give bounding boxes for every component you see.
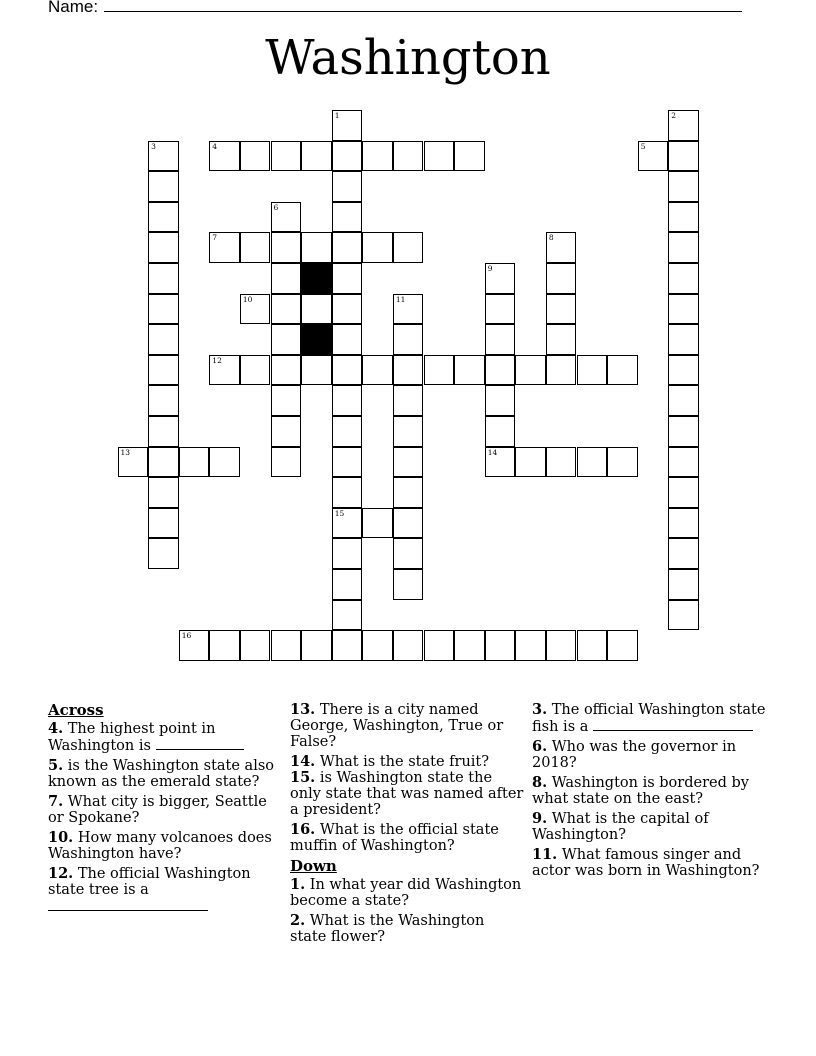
grid-cell-1[interactable] <box>332 110 363 141</box>
grid-cell[interactable] <box>668 569 699 600</box>
grid-cell[interactable] <box>546 630 577 661</box>
clue-number: 3 <box>151 141 156 151</box>
grid-cell[interactable] <box>148 477 179 508</box>
grid-cell[interactable] <box>148 355 179 386</box>
clue-number: 15 <box>334 508 345 518</box>
grid-cell[interactable] <box>332 171 363 202</box>
grid-cell[interactable] <box>393 538 424 569</box>
grid-cell[interactable] <box>485 324 516 355</box>
clue-number: 7 <box>212 233 218 243</box>
grid-cell[interactable] <box>271 294 302 325</box>
grid-cell[interactable] <box>332 202 363 233</box>
grid-cell[interactable] <box>301 141 332 172</box>
grid-cell[interactable] <box>515 355 546 386</box>
grid-cell[interactable] <box>362 355 393 386</box>
grid-cell[interactable] <box>424 141 455 172</box>
grid-cell-12[interactable] <box>209 355 240 386</box>
grid-cell[interactable] <box>271 630 302 661</box>
grid-cell[interactable] <box>454 141 485 172</box>
grid-cell-11[interactable] <box>393 294 424 325</box>
clue-number: 1 <box>334 111 340 120</box>
grid-cell[interactable] <box>332 447 363 478</box>
grid-cell-14[interactable] <box>485 447 516 478</box>
grid-cell[interactable] <box>668 294 699 325</box>
clue-number: 2 <box>671 111 677 120</box>
grid-cell[interactable] <box>668 385 699 416</box>
grid-cell[interactable] <box>271 447 302 478</box>
grid-cell[interactable] <box>393 324 424 355</box>
grid-cell[interactable] <box>240 232 271 263</box>
grid-cell[interactable] <box>240 355 271 386</box>
grid-cell[interactable] <box>148 538 179 569</box>
blocked-cell <box>301 263 332 294</box>
grid-cell[interactable] <box>668 141 699 172</box>
clue-across-4: 4. The highest point in Washington is <box>48 721 282 754</box>
grid-cell-2[interactable] <box>668 110 699 141</box>
clue-number: 14 <box>487 447 498 457</box>
grid-cell[interactable] <box>362 508 393 539</box>
clue-down-8: 8. Washington is bordered by what state on the east? <box>532 774 749 807</box>
grid-cell[interactable] <box>240 630 271 661</box>
clue-number: 6 <box>273 202 279 212</box>
grid-cell[interactable] <box>668 538 699 569</box>
clue-column-1 <box>48 702 282 919</box>
grid-cell-9[interactable] <box>485 263 516 294</box>
grid-cell[interactable] <box>240 141 271 172</box>
grid-cell-4[interactable] <box>209 141 240 172</box>
grid-cell[interactable] <box>332 630 363 661</box>
grid-cell[interactable] <box>424 355 455 386</box>
clue-across-10: 10. How many volcanoes does Washington have? <box>48 829 272 862</box>
across-heading: Across <box>48 701 104 719</box>
clue-number: 12 <box>212 355 222 365</box>
clue-down-9: 9. What is the capital of Washington? <box>532 810 709 843</box>
clue-down-2: 2. What is the Washington state flower? <box>290 912 485 945</box>
grid-cell[interactable] <box>271 355 302 386</box>
grid-cell-3[interactable] <box>148 141 179 172</box>
grid-cell[interactable] <box>393 508 424 539</box>
grid-cell[interactable] <box>148 232 179 263</box>
clue-number: 9 <box>487 264 493 273</box>
grid-cell[interactable] <box>607 630 638 661</box>
grid-cell[interactable] <box>515 630 546 661</box>
grid-cell[interactable] <box>393 447 424 478</box>
grid-cell[interactable] <box>485 630 516 661</box>
grid-cell-5[interactable] <box>638 141 669 172</box>
clue-number: 5 <box>640 141 646 151</box>
grid-cell[interactable] <box>332 141 363 172</box>
grid-cell[interactable] <box>301 294 332 325</box>
grid-cell[interactable] <box>271 324 302 355</box>
grid-cell[interactable] <box>668 508 699 539</box>
grid-cell[interactable] <box>332 538 363 569</box>
grid-cell[interactable] <box>668 263 699 294</box>
grid-cell[interactable] <box>271 232 302 263</box>
clue-number: 4 <box>212 141 218 151</box>
grid-cell[interactable] <box>332 569 363 600</box>
grid-cell-13[interactable] <box>118 447 149 478</box>
grid-cell[interactable] <box>393 141 424 172</box>
grid-cell[interactable] <box>393 477 424 508</box>
clue-across-7: 7. What city is bigger, Seattle or Spokane? <box>48 793 267 826</box>
grid-cell-16[interactable] <box>179 630 210 661</box>
grid-cell[interactable] <box>393 416 424 447</box>
grid-cell[interactable] <box>668 477 699 508</box>
grid-cell[interactable] <box>148 202 179 233</box>
grid-cell[interactable] <box>485 385 516 416</box>
clue-column-2 <box>290 702 524 949</box>
clue-down-1: 1. In what year did Washington become a state? <box>290 876 522 909</box>
clue-down-6: 6. Who was the governor in 2018? <box>532 738 737 771</box>
grid-cell[interactable] <box>362 232 393 263</box>
grid-cell[interactable] <box>301 355 332 386</box>
grid-cell[interactable] <box>332 477 363 508</box>
grid-cell[interactable] <box>424 630 455 661</box>
clue-across-12: 12. The official Washington state tree is a <box>48 866 282 915</box>
grid-cell[interactable] <box>209 447 240 478</box>
grid-cell[interactable] <box>332 600 363 631</box>
clue-across-13: 13. There is a city named George, Washington, True or False? <box>290 701 504 750</box>
grid-cell[interactable] <box>668 355 699 386</box>
grid-cell[interactable] <box>668 600 699 631</box>
grid-cell[interactable] <box>454 355 485 386</box>
clue-down-11: 11. What famous singer and actor was born in Washington? <box>532 846 760 879</box>
blocked-cell <box>301 324 332 355</box>
clue-number: 10 <box>242 294 253 304</box>
grid-cell[interactable] <box>209 630 240 661</box>
grid-cell-10[interactable] <box>240 294 271 325</box>
grid-cell[interactable] <box>515 447 546 478</box>
grid-cell[interactable] <box>546 324 577 355</box>
grid-cell[interactable] <box>546 355 577 386</box>
grid-cell[interactable] <box>271 416 302 447</box>
grid-cell[interactable] <box>332 263 363 294</box>
page-title: Washington <box>265 30 551 86</box>
grid-cell[interactable] <box>271 385 302 416</box>
down-heading: Down <box>290 857 337 875</box>
grid-cell[interactable] <box>362 630 393 661</box>
grid-cell[interactable] <box>607 447 638 478</box>
grid-cell-15[interactable] <box>332 508 363 539</box>
grid-cell[interactable] <box>546 263 577 294</box>
grid-cell[interactable] <box>454 630 485 661</box>
grid-cell[interactable] <box>577 447 608 478</box>
grid-cell[interactable] <box>668 416 699 447</box>
clue-across-16: 16. What is the official state muffin of Washington? <box>290 821 499 854</box>
grid-cell[interactable] <box>607 355 638 386</box>
grid-cell[interactable] <box>332 324 363 355</box>
grid-cell[interactable] <box>668 171 699 202</box>
grid-cell[interactable] <box>179 447 210 478</box>
clue-down-3: 3. The official Washington state fish is a <box>532 701 766 735</box>
clue-number: 13 <box>120 447 131 457</box>
grid-cell[interactable] <box>148 263 179 294</box>
grid-cell-6[interactable] <box>271 202 302 233</box>
grid-cell[interactable] <box>332 294 363 325</box>
grid-cell[interactable] <box>668 324 699 355</box>
grid-cell[interactable] <box>332 232 363 263</box>
clue-column-3 <box>532 702 766 883</box>
clue-across-14: 14. What is the state fruit? <box>290 753 490 770</box>
grid-cell[interactable] <box>332 385 363 416</box>
clue-number: 16 <box>181 631 192 641</box>
grid-cell[interactable] <box>577 630 608 661</box>
grid-cell[interactable] <box>148 324 179 355</box>
grid-cell[interactable] <box>148 508 179 539</box>
grid-cell[interactable] <box>668 447 699 478</box>
grid-cell[interactable] <box>546 447 577 478</box>
grid-cell[interactable] <box>332 355 363 386</box>
grid-cell[interactable] <box>362 141 393 172</box>
grid-cell[interactable] <box>668 232 699 263</box>
grid-cell[interactable] <box>301 232 332 263</box>
grid-cell[interactable] <box>271 263 302 294</box>
grid-cell[interactable] <box>393 232 424 263</box>
clue-across-5: 5. is the Washington state also known as the emerald state? <box>48 757 275 790</box>
grid-cell[interactable] <box>485 355 516 386</box>
grid-cell[interactable] <box>393 385 424 416</box>
name-label: Name: <box>48 0 99 16</box>
grid-cell[interactable] <box>393 569 424 600</box>
clue-across-15: 15. is Washington state the only state that was named after a president? <box>290 769 524 818</box>
grid-cell[interactable] <box>485 294 516 325</box>
grid-cell[interactable] <box>332 416 363 447</box>
grid-cell-8[interactable] <box>546 232 577 263</box>
grid-cell[interactable] <box>577 355 608 386</box>
clue-number: 11 <box>395 294 406 304</box>
grid-cell[interactable] <box>148 385 179 416</box>
grid-cell[interactable] <box>485 416 516 447</box>
grid-cell[interactable] <box>301 630 332 661</box>
grid-cell[interactable] <box>148 294 179 325</box>
grid-cell[interactable] <box>271 141 302 172</box>
grid-cell[interactable] <box>148 447 179 478</box>
grid-cell-7[interactable] <box>209 232 240 263</box>
clue-number: 8 <box>548 233 554 243</box>
grid-cell[interactable] <box>393 355 424 386</box>
grid-cell[interactable] <box>546 294 577 325</box>
grid-cell[interactable] <box>148 171 179 202</box>
grid-cell[interactable] <box>393 630 424 661</box>
grid-cell[interactable] <box>668 202 699 233</box>
grid-cell[interactable] <box>148 416 179 447</box>
